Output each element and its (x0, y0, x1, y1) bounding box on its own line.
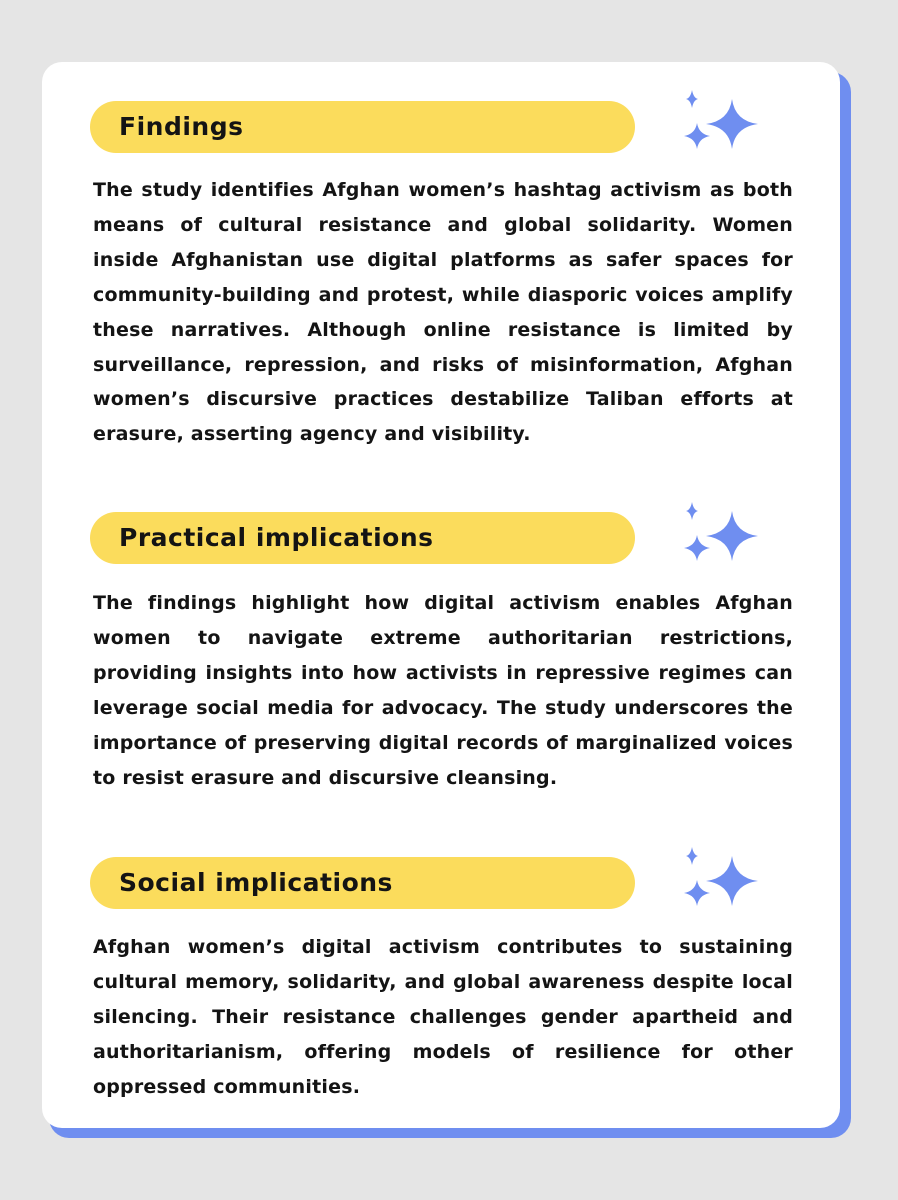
practical-implications-heading-pill (90, 512, 635, 564)
sparkles-icon (680, 847, 764, 909)
findings-heading: Findings (119, 112, 244, 141)
practical-implications-heading: Practical implications (119, 523, 434, 552)
sparkles-icon (680, 502, 764, 564)
practical-implications-text: The findings highlight how digital activism enables Afghan women to navigate extreme authoritarian restrictions, providing insights into how activists in repressive regimes can leverage social media for advocacy. The study underscores the importance of preserving digital records of marginalized voices to resist erasure and discursive cleansing. (93, 592, 793, 789)
sparkles-icon (680, 90, 764, 152)
content-card (42, 62, 840, 1128)
findings-text: The study identifies Afghan women’s hashtag activism as both means of cultural resistance and global solidarity. Women inside Afghanistan use digital platforms as safer spaces for community-building and protest, while diasporic voices amplify these narratives. Although online resistance is limited by surveillance, repression, and risks of misinformation, Afghan women’s discursive practices destabilize Taliban efforts at erasure, asserting agency and visibility. (93, 179, 793, 446)
findings-heading-pill (90, 101, 635, 153)
social-implications-text: Afghan women’s digital activism contributes to sustaining cultural memory, solidarity, and global awareness despite local silencing. Their resistance challenges gender apartheid and authoritarianism, offering models of resilience for other oppressed communities. (93, 936, 793, 1098)
social-implications-heading-pill (90, 857, 635, 909)
social-implications-heading: Social implications (119, 868, 393, 897)
